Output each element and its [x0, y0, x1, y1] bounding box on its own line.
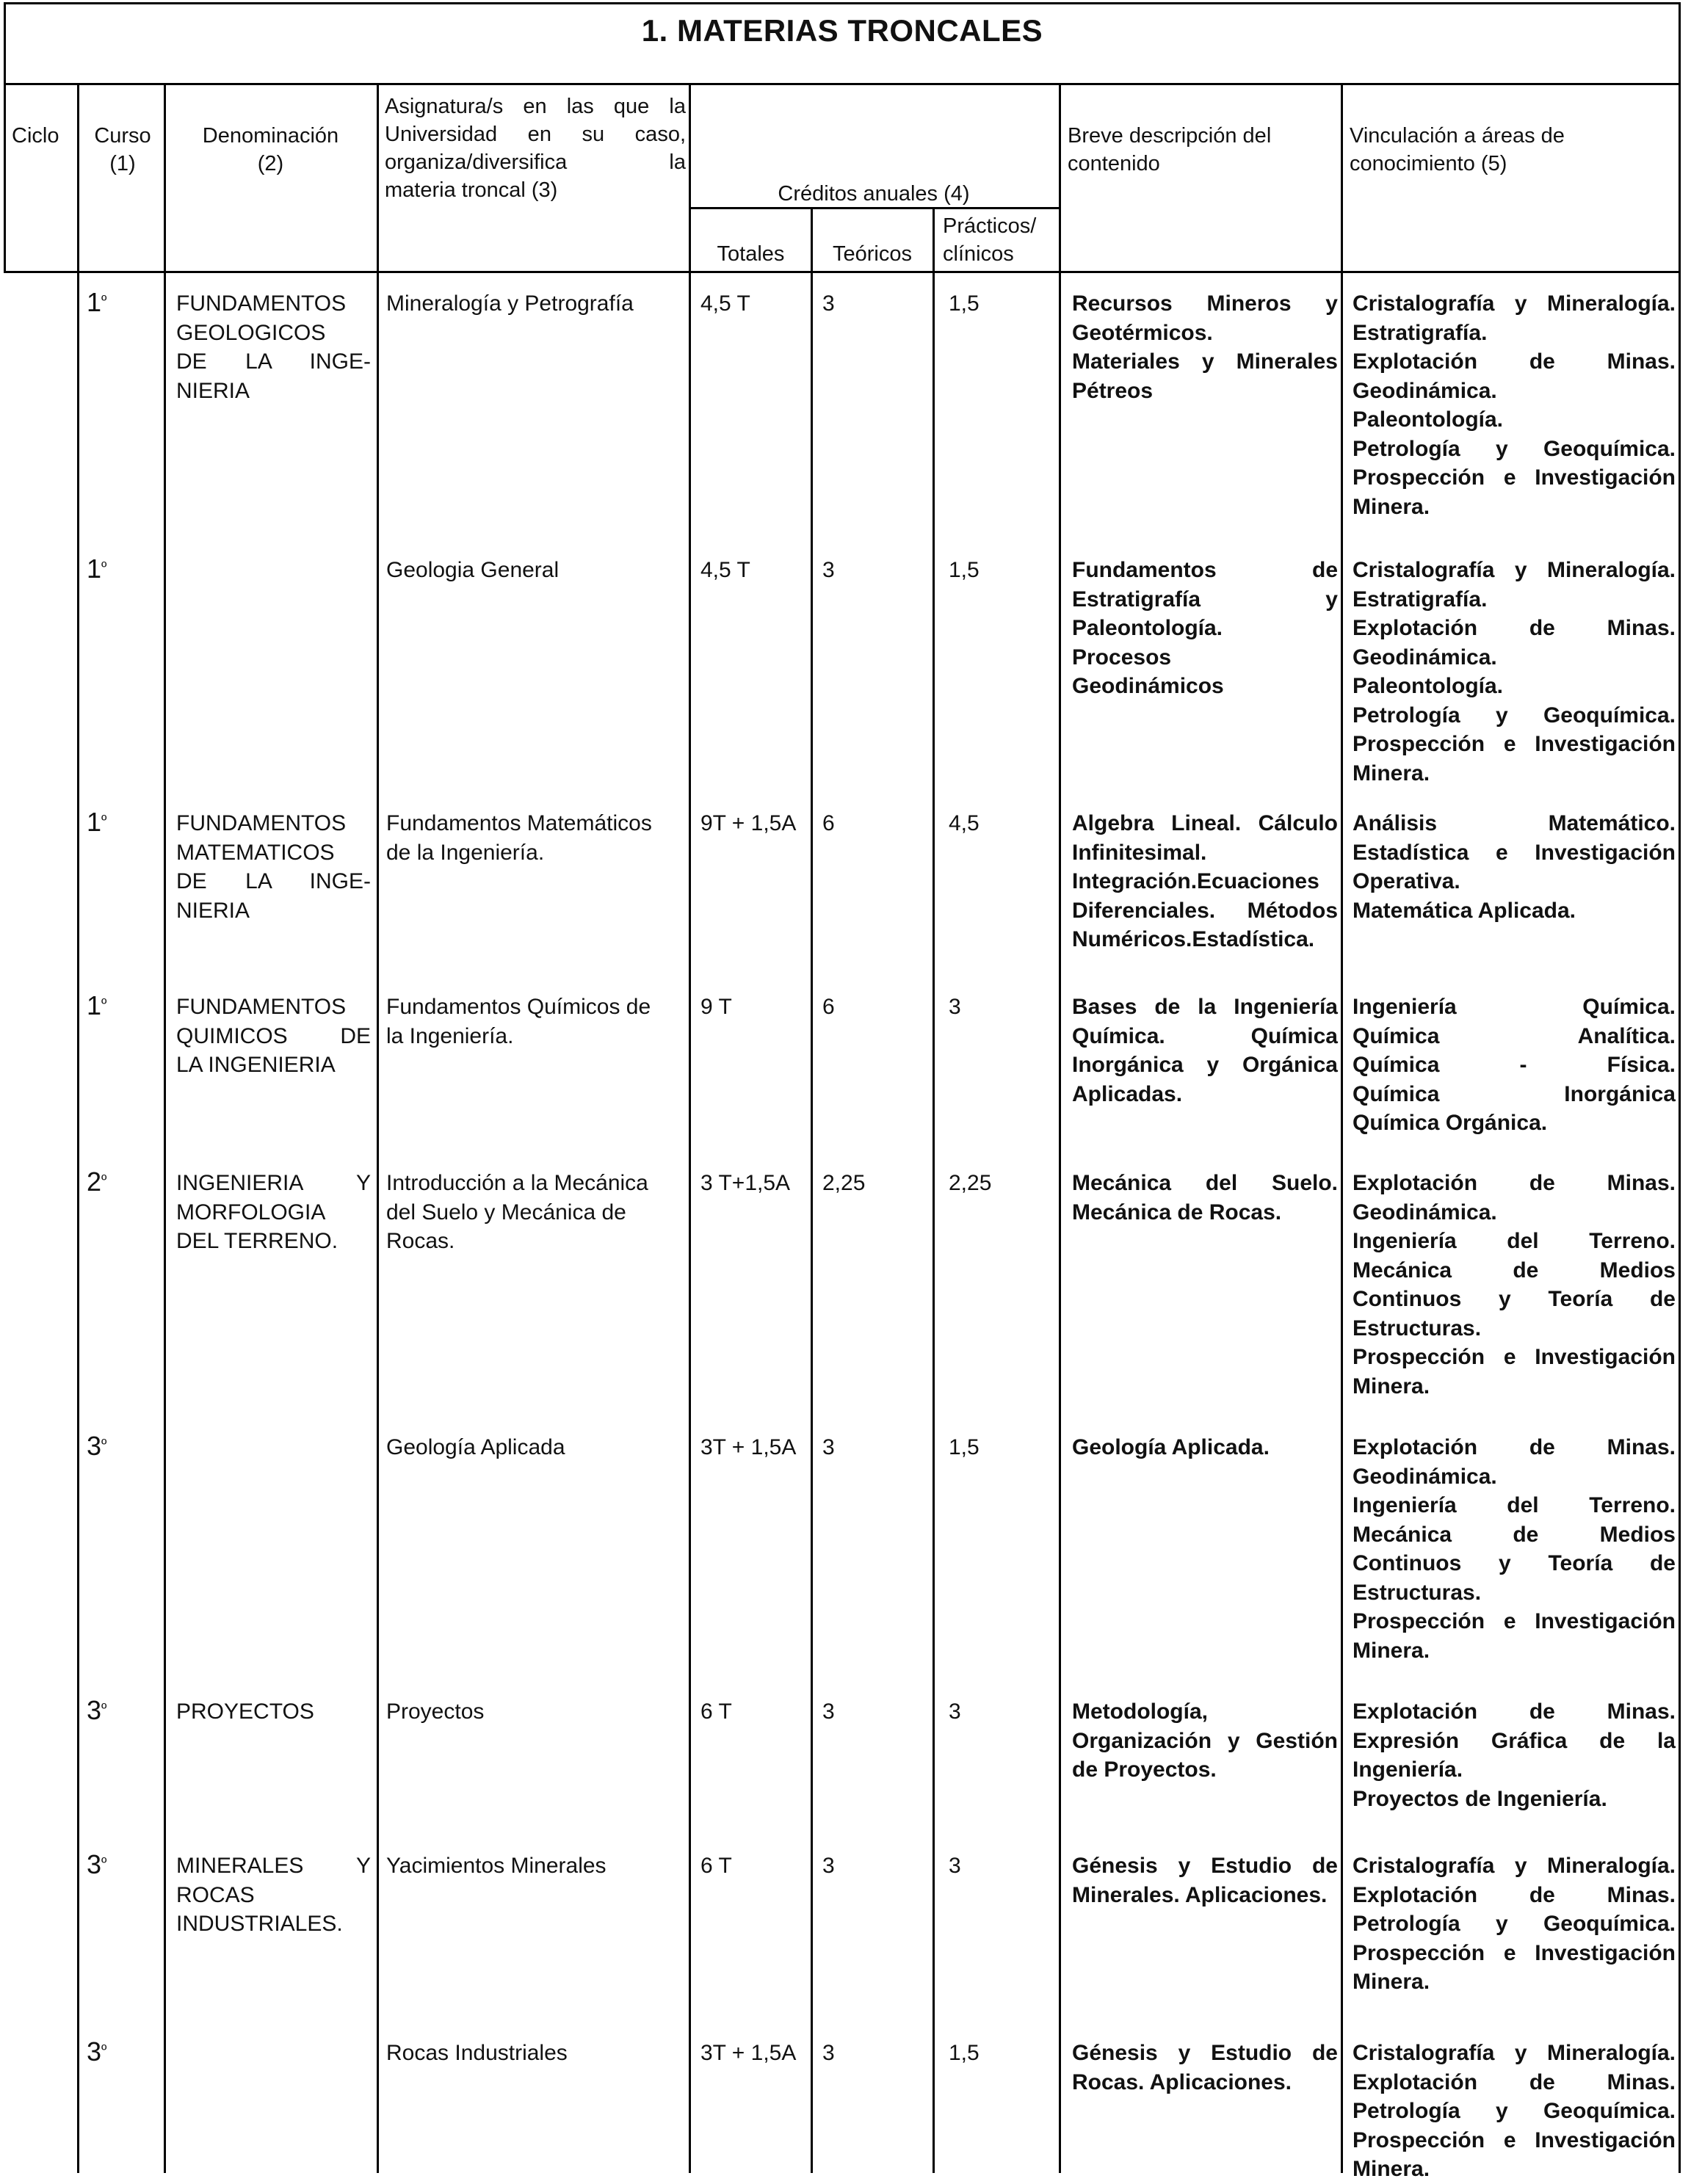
descripcion-cell — [1072, 556, 1338, 701]
asignatura-line: Geología Aplicada — [386, 1435, 565, 1459]
vinculacion-line: Paleontología. — [1353, 407, 1504, 432]
descripcion-line: Génesis y Estudio de — [1072, 2041, 1338, 2065]
asignatura-line: Introducción a la Mecánica — [386, 1171, 648, 1195]
totales-cell: 6 T — [700, 1854, 732, 1878]
vinculacion-cell — [1353, 1697, 1676, 1813]
asignatura-cell — [386, 289, 686, 319]
vinculacion-line: Química Orgánica. — [1353, 1111, 1548, 1135]
vinculacion-line: Explotación de Minas. — [1353, 1171, 1676, 1195]
vinculacion-line: Prospección e Investigación — [1353, 1345, 1676, 1369]
denominacion-line: MORFOLOGIA — [176, 1200, 326, 1225]
denominacion-line: FUNDAMENTOS — [176, 811, 347, 835]
denominacion-line: DE LA INGE- — [176, 349, 371, 374]
header-descripcion-line-1: Breve descripción del — [1068, 124, 1272, 148]
asignatura-line: Rocas. — [386, 1229, 455, 1253]
vinculacion-line: Matemática Aplicada. — [1353, 898, 1576, 923]
descripcion-line: Estratigrafía y — [1072, 587, 1338, 612]
vinculacion-line: Minera. — [1353, 1374, 1430, 1398]
descripcion-line: Infinitesimal. — [1072, 840, 1207, 865]
asignatura-cell — [386, 1851, 686, 1881]
totales-cell: 4,5 T — [700, 558, 750, 582]
title-box — [4, 2, 1681, 85]
vinculacion-cell — [1353, 993, 1676, 1138]
curso-ordinal: º — [101, 559, 107, 576]
vinculacion-line: Química - Física. — [1353, 1053, 1676, 1077]
header-vinculacion-line-2: conocimiento (5) — [1350, 152, 1507, 175]
asignatura-line: Proyectos — [386, 1699, 485, 1724]
vinculacion-line: Cristalografía y Mineralogía. — [1353, 1854, 1676, 1878]
curso-number: 1 — [87, 990, 102, 1020]
vinculacion-line: Minera. — [1353, 2157, 1430, 2181]
curso-ordinal: º — [101, 1437, 107, 1453]
header-vinculacion-line-1: Vinculación a áreas de — [1350, 124, 1565, 148]
vinculacion-line: Geodinámica. — [1353, 1464, 1497, 1489]
column-rule — [77, 84, 79, 2173]
vinculacion-line: Explotación de Minas. — [1353, 1699, 1676, 1724]
asignatura-line: del Suelo y Mecánica de — [386, 1200, 626, 1225]
practicos-cell: 1,5 — [949, 1435, 980, 1459]
curso-cell — [87, 1167, 160, 1197]
header-totales: Totales — [717, 242, 785, 266]
vinculacion-line: Minera. — [1353, 494, 1430, 519]
header-curso-line-1: Curso — [94, 124, 151, 148]
denominacion-line: NIERIA — [176, 378, 250, 403]
header-denominacion-line-2: (2) — [257, 152, 284, 175]
asignatura-cell — [386, 1697, 686, 1727]
asignatura-cell — [386, 556, 686, 585]
denominacion-cell — [176, 289, 371, 405]
header-bottom-rule — [4, 271, 1681, 273]
vinculacion-line: Petrología y Geoquímica. — [1353, 1912, 1676, 1936]
header-descripcion-line-2: contenido — [1068, 152, 1160, 175]
descripcion-line: Geodinámicos — [1072, 674, 1224, 698]
vinculacion-line: Proyectos de Ingeniería. — [1353, 1786, 1607, 1811]
curso-cell — [87, 1432, 160, 1461]
denominacion-line: DEL TERRENO. — [176, 1229, 338, 1253]
vinculacion-line: Petrología y Geoquímica. — [1353, 703, 1676, 728]
descripcion-line: Fundamentos de — [1072, 558, 1338, 582]
descripcion-line: Mecánica de Rocas. — [1072, 1200, 1282, 1225]
denominacion-cell — [176, 1169, 371, 1256]
vinculacion-line: Minera. — [1353, 761, 1430, 786]
descripcion-line: Paleontología. — [1072, 616, 1223, 640]
descripcion-cell — [1072, 289, 1338, 405]
asignatura-cell — [386, 993, 686, 1051]
vinculacion-cell — [1353, 1851, 1676, 1997]
vinculacion-line: Estructuras. — [1353, 1580, 1482, 1605]
descripcion-line: Bases de la Ingeniería — [1072, 995, 1338, 1019]
curso-ordinal: º — [101, 813, 107, 829]
header-denominacion — [166, 122, 375, 178]
teoricos-cell: 3 — [822, 291, 835, 316]
denominacion-line: FUNDAMENTOS — [176, 995, 347, 1019]
header-asignatura-line-1: Asignatura/s en las que la — [385, 95, 686, 118]
vinculacion-line: Continuos y Teoría de — [1353, 1287, 1676, 1311]
curso-number: 2 — [87, 1167, 102, 1197]
header-asignatura-line-2: Universidad en su caso, — [385, 123, 686, 146]
frame-left — [4, 84, 6, 273]
teoricos-cell: 3 — [822, 1854, 835, 1878]
header-curso-line-2: (1) — [109, 152, 136, 175]
denominacion-cell — [176, 809, 371, 925]
header-teoricos: Teóricos — [833, 242, 912, 266]
teoricos-cell: 6 — [822, 811, 835, 835]
vinculacion-cell — [1353, 2039, 1676, 2184]
curso-number: 1 — [87, 807, 102, 837]
descripcion-line: Recursos Mineros y — [1072, 291, 1338, 316]
practicos-cell: 2,25 — [949, 1171, 992, 1195]
page-title: 1. MATERIAS TRONCALES — [641, 13, 1043, 48]
denominacion-line: DE LA INGE- — [176, 869, 371, 893]
curso-number: 3 — [87, 1695, 102, 1725]
descripcion-line: Geotérmicos. — [1072, 320, 1213, 345]
descripcion-line: Diferenciales. Métodos — [1072, 898, 1338, 923]
vinculacion-line: Ingeniería del Terreno. — [1353, 1229, 1676, 1253]
header-practicos-line-2: clínicos — [943, 242, 1014, 266]
curso-number: 1 — [87, 554, 102, 584]
vinculacion-line: Ingeniería. — [1353, 1757, 1463, 1782]
descripcion-line: Materiales y Minerales — [1072, 349, 1338, 374]
teoricos-cell: 3 — [822, 1435, 835, 1459]
header-vinculacion — [1350, 122, 1673, 178]
denominacion-line: ROCAS — [176, 1882, 255, 1907]
descripcion-line: Aplicadas. — [1072, 1081, 1183, 1106]
vinculacion-line: Prospección e Investigación — [1353, 2127, 1676, 2152]
vinculacion-line: Continuos y Teoría de — [1353, 1551, 1676, 1575]
totales-cell: 3T + 1,5A — [700, 1435, 797, 1459]
header-asignatura-line-3: organiza/diversifica la — [385, 150, 686, 174]
descripcion-line: Integración.Ecuaciones — [1072, 869, 1319, 893]
denominacion-line: GEOLOGICOS — [176, 320, 326, 345]
denominacion-cell — [176, 1697, 371, 1727]
curso-ordinal: º — [101, 1172, 107, 1189]
header-practicos-line-1: Prácticos/ — [943, 214, 1037, 238]
totales-cell: 9T + 1,5A — [700, 811, 797, 835]
curso-ordinal: º — [101, 1855, 107, 1871]
column-rule — [1341, 84, 1343, 2173]
descripcion-line: Mecánica del Suelo. — [1072, 1171, 1338, 1195]
vinculacion-line: Expresión Gráfica de la — [1353, 1728, 1676, 1753]
curso-cell — [87, 1850, 160, 1879]
denominacion-cell — [176, 1851, 371, 1939]
vinculacion-line: Explotación de Minas. — [1353, 1882, 1676, 1907]
asignatura-line: Yacimientos Minerales — [386, 1854, 606, 1878]
denominacion-line: PROYECTOS — [176, 1699, 314, 1724]
vinculacion-line: Operativa. — [1353, 869, 1460, 893]
curso-cell — [87, 554, 160, 584]
vinculacion-line: Geodinámica. — [1353, 1200, 1497, 1225]
curso-cell — [87, 808, 160, 837]
vinculacion-line: Petrología y Geoquímica. — [1353, 436, 1676, 461]
vinculacion-cell — [1353, 1169, 1676, 1401]
column-rule — [377, 84, 379, 2173]
descripcion-line: Algebra Lineal. Cálculo — [1072, 811, 1338, 835]
descripcion-line: Pétreos — [1072, 378, 1154, 403]
totales-cell: 6 T — [700, 1699, 732, 1724]
vinculacion-line: Explotación de Minas. — [1353, 2069, 1676, 2094]
vinculacion-line: Geodinámica. — [1353, 645, 1497, 670]
header-asignatura-line-4: materia troncal (3) — [385, 178, 558, 202]
practicos-cell: 1,5 — [949, 291, 980, 316]
header-descripcion — [1068, 122, 1339, 178]
curso-ordinal: º — [101, 1701, 107, 1717]
descripcion-line: Química. Química — [1072, 1023, 1338, 1048]
vinculacion-line: Química Inorgánica — [1353, 1081, 1676, 1106]
frame-right — [1679, 84, 1681, 273]
practicos-cell: 3 — [949, 1699, 961, 1724]
column-rule — [1059, 84, 1061, 2173]
curso-cell — [87, 991, 160, 1020]
curso-number: 1 — [87, 287, 102, 317]
descripcion-line: Rocas. Aplicaciones. — [1072, 2069, 1292, 2094]
vinculacion-cell — [1353, 556, 1676, 788]
descripcion-line: Procesos — [1072, 645, 1172, 670]
vinculacion-line: Minera. — [1353, 1970, 1430, 1994]
teoricos-cell: 3 — [822, 1699, 835, 1724]
vinculacion-line: Geodinámica. — [1353, 378, 1497, 403]
descripcion-line: de Proyectos. — [1072, 1757, 1217, 1782]
vinculacion-line: Análisis Matemático. — [1353, 811, 1676, 835]
descripcion-line: Inorgánica y Orgánica — [1072, 1053, 1338, 1077]
descripcion-cell — [1072, 2039, 1338, 2097]
column-rule — [811, 207, 813, 2173]
vinculacion-line: Cristalografía y Mineralogía. — [1353, 2041, 1676, 2065]
asignatura-cell — [386, 809, 686, 867]
column-rule — [689, 84, 691, 2173]
descripcion-line: Minerales. Aplicaciones. — [1072, 1882, 1328, 1907]
descripcion-cell — [1072, 809, 1338, 954]
vinculacion-line: Cristalografía y Mineralogía. — [1353, 558, 1676, 582]
denominacion-line: LA INGENIERIA — [176, 1053, 336, 1077]
totales-cell: 9 T — [700, 995, 732, 1019]
asignatura-cell — [386, 1169, 686, 1256]
curso-cell — [87, 1696, 160, 1725]
curso-ordinal: º — [101, 293, 107, 309]
curso-number: 3 — [87, 2036, 102, 2067]
teoricos-cell: 6 — [822, 995, 835, 1019]
header-denominacion-line-1: Denominación — [202, 124, 339, 148]
denominacion-line: FUNDAMENTOS — [176, 291, 347, 316]
column-rule — [933, 207, 935, 2173]
vinculacion-line: Estratigrafía. — [1353, 320, 1488, 345]
practicos-cell: 3 — [949, 1854, 961, 1878]
descripcion-cell — [1072, 993, 1338, 1109]
practicos-cell: 1,5 — [949, 558, 980, 582]
vinculacion-line: Minera. — [1353, 1638, 1430, 1663]
descripcion-line: Génesis y Estudio de — [1072, 1854, 1338, 1878]
column-rule — [164, 84, 166, 2173]
vinculacion-line: Estratigrafía. — [1353, 587, 1488, 612]
vinculacion-line: Cristalografía y Mineralogía. — [1353, 291, 1676, 316]
header-ciclo: Ciclo — [12, 124, 59, 148]
header-asignatura — [385, 92, 686, 204]
vinculacion-line: Petrología y Geoquímica. — [1353, 2099, 1676, 2123]
header-practicos — [943, 212, 1060, 268]
header-curso — [79, 122, 166, 178]
denominacion-line: MATEMATICOS — [176, 840, 335, 865]
vinculacion-line: Ingeniería Química. — [1353, 995, 1676, 1019]
vinculacion-cell — [1353, 1433, 1676, 1665]
vinculacion-line: Prospección e Investigación — [1353, 732, 1676, 756]
denominacion-line: MINERALES Y — [176, 1854, 371, 1878]
vinculacion-line: Mecánica de Medios — [1353, 1258, 1676, 1283]
totales-cell: 3T + 1,5A — [700, 2041, 797, 2065]
asignatura-line: Geologia General — [386, 558, 560, 582]
asignatura-cell — [386, 2039, 686, 2068]
asignatura-line: la Ingeniería. — [386, 1023, 514, 1048]
vinculacion-line: Mecánica de Medios — [1353, 1522, 1676, 1547]
teoricos-cell: 3 — [822, 558, 835, 582]
descripcion-cell — [1072, 1433, 1338, 1462]
vinculacion-line: Estadística e Investigación — [1353, 840, 1676, 865]
denominacion-line: INGENIERIA Y — [176, 1171, 371, 1195]
vinculacion-line: Prospección e Investigación — [1353, 1940, 1676, 1965]
vinculacion-line: Explotación de Minas. — [1353, 1435, 1676, 1459]
teoricos-cell: 3 — [822, 2041, 835, 2065]
denominacion-line: INDUSTRIALES. — [176, 1912, 343, 1936]
descripcion-line: Numéricos.Estadística. — [1072, 927, 1315, 951]
vinculacion-line: Estructuras. — [1353, 1316, 1482, 1340]
vinculacion-cell — [1353, 289, 1676, 521]
denominacion-line: QUIMICOS DE — [176, 1023, 371, 1048]
denominacion-cell — [176, 993, 371, 1080]
asignatura-line: de la Ingeniería. — [386, 840, 545, 865]
frame-right-body — [1679, 273, 1681, 2173]
vinculacion-line: Paleontología. — [1353, 674, 1504, 698]
curso-cell — [87, 2037, 160, 2067]
curso-number: 3 — [87, 1431, 102, 1461]
practicos-cell: 4,5 — [949, 811, 980, 835]
asignatura-line: Fundamentos Químicos de — [386, 995, 651, 1019]
vinculacion-line: Explotación de Minas. — [1353, 616, 1676, 640]
descripcion-line: Organización y Gestión — [1072, 1728, 1338, 1753]
asignatura-cell — [386, 1433, 686, 1462]
totales-cell: 4,5 T — [700, 291, 750, 316]
asignatura-line: Mineralogía y Petrografía — [386, 291, 634, 316]
descripcion-cell — [1072, 1169, 1338, 1227]
curso-ordinal: º — [101, 2042, 107, 2058]
vinculacion-line: Química Analítica. — [1353, 1023, 1676, 1048]
totales-cell: 3 T+1,5A — [700, 1171, 791, 1195]
vinculacion-line: Prospección e Investigación — [1353, 465, 1676, 490]
practicos-cell: 1,5 — [949, 2041, 980, 2065]
descripcion-line: Geología Aplicada. — [1072, 1435, 1270, 1459]
asignatura-line: Rocas Industriales — [386, 2041, 568, 2065]
vinculacion-line: Prospección e Investigación — [1353, 1609, 1676, 1633]
vinculacion-cell — [1353, 809, 1676, 925]
curso-ordinal: º — [101, 996, 107, 1012]
denominacion-line: NIERIA — [176, 898, 250, 923]
descripcion-cell — [1072, 1851, 1338, 1909]
curso-cell — [87, 288, 160, 317]
practicos-cell: 3 — [949, 995, 961, 1019]
teoricos-cell: 2,25 — [822, 1171, 866, 1195]
asignatura-line: Fundamentos Matemáticos — [386, 811, 652, 835]
header-creditos: Créditos anuales (4) — [778, 182, 970, 206]
vinculacion-line: Explotación de Minas. — [1353, 349, 1676, 374]
descripcion-line: Metodología, — [1072, 1699, 1208, 1724]
vinculacion-line: Ingeniería del Terreno. — [1353, 1493, 1676, 1517]
curso-number: 3 — [87, 1849, 102, 1879]
descripcion-cell — [1072, 1697, 1338, 1785]
